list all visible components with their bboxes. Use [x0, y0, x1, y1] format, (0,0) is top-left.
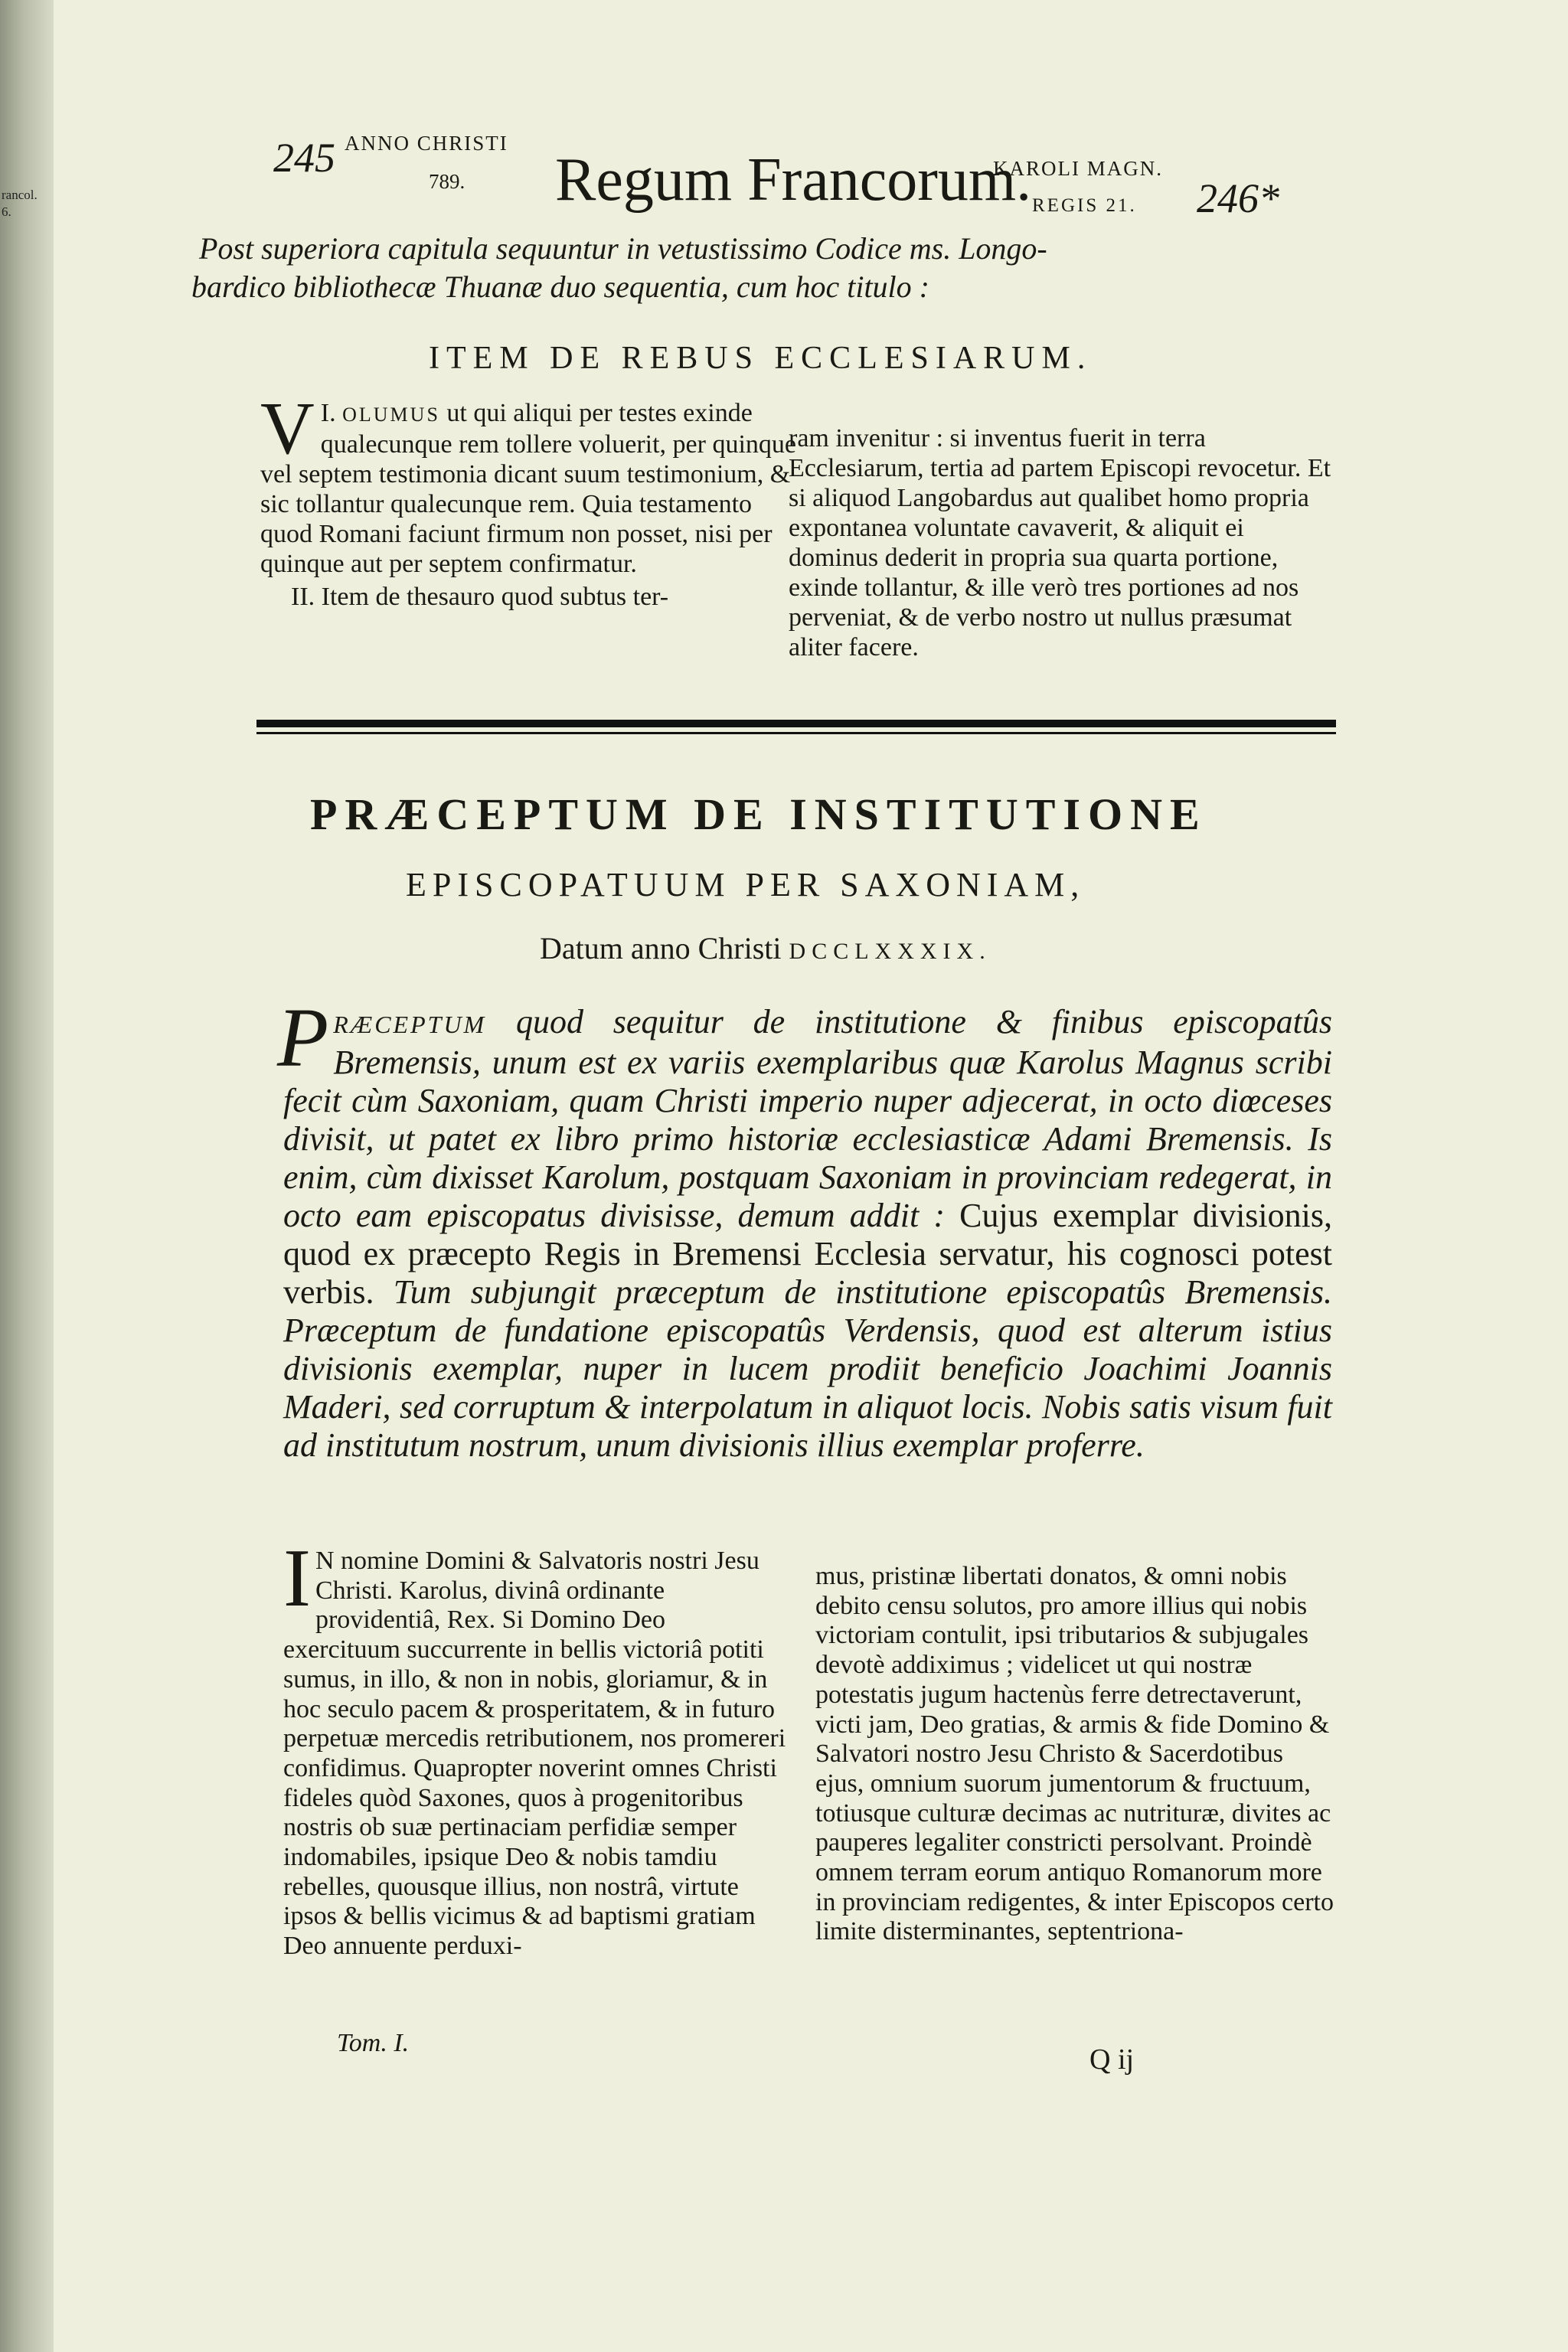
- preface-roman-quote: Cujus exemplar divisionis, quod ex præcepto Regis in Bremensi Ecclesia servatur, his cognosci potest verbis.: [283, 1197, 1332, 1311]
- capitula-column-right: [789, 423, 1332, 662]
- capitulum-1-text: ut qui aliqui per testes exinde qualecunque rem tollere voluerit, per quinque vel septem testimonia dicant suum testimonium, & sic tollantur qualecunque rem. Quia testamento quod Romani faciunt firmum non posset, nisi per quinque aut per septem confirmatur.: [260, 399, 796, 578]
- praeceptum-date: [540, 930, 991, 966]
- signature-mark: Q ij: [1089, 2043, 1135, 2076]
- drop-cap-v: V: [260, 387, 315, 470]
- gutter-margin-note: rancol. 6.: [2, 188, 38, 219]
- running-title: Regum Francorum.: [555, 146, 1032, 214]
- intro-line-2: bardico bibliothecæ Thuanæ duo sequentia, cum hoc titulo :: [191, 270, 929, 304]
- date-text: Datum anno Christi: [540, 931, 782, 965]
- preface-italic-1: quod sequitur de institutione & finibus episcopatûs Bremensis, unum est ex variis exemplaribus quæ Karolus Magnus scribi fecit cùm Saxoniam, quam Christi imperio nuper adjecerat, in octo diœceses divisit, ut patet ex libro primo historiæ ecclesiasticæ Adami Bremensis. Is enim, cùm dixisset Karolum, postquam Saxoniam in provinciam redegerat, in octo eam episcopatus divisisse, demum addit :: [283, 1003, 1332, 1234]
- charter-column-left: [283, 1533, 789, 1962]
- capitulum-2-cont: ram invenitur : si inventus fuerit in terra Ecclesiarum, tertia ad partem Episcopi revocetur. Et si aliquod Langobardus aut qualibet homo propria expontanea voluntate cavaverit, & aliquit ei dominus dederit in propria sua quarta portione, exinde tollantur, & ille verò tres portiones ad nos perveniat, & de verbo nostro ut nullus præsumat aliter facere.: [789, 424, 1331, 662]
- capitulum-smallcaps: OLUMUS: [342, 403, 440, 426]
- intro-note: [191, 230, 1332, 306]
- date-numeral: DCCLXXXIX.: [789, 939, 991, 964]
- page-number-right: 246*: [1197, 175, 1279, 221]
- book-gutter: [0, 0, 54, 2352]
- volume-mark: Tom. I.: [337, 2029, 410, 2057]
- preface-smallcaps: RÆCEPTUM: [333, 1011, 487, 1038]
- capitulum-1: [260, 387, 796, 579]
- regis-label: REGIS 21.: [1032, 195, 1137, 216]
- praeceptum-subtitle: EPISCOPATUUM PER SAXONIAM,: [406, 866, 1086, 903]
- drop-cap-i: I: [283, 1533, 311, 1624]
- charter-text-left: [283, 1533, 789, 1962]
- charter-text-right: mus, pristinæ libertati donatos, & omni nobis debito censu solutos, pro amore illius qui nobis victoriam contulit, ipsi tributarios & subjugales devotè addiximus ; videlicet ut qui nostræ potestatis jugum hactenùs ferre detrectaverunt, victi jam, Deo gratias, & armis & fide Domino & Salvatori nostro Jesu Christo & Sacerdotibus ejus, omnium suorum jumentorum & fructuum, totiusque culturæ decimas ac nutrituræ, divites ac pauperes legaliter constricti persolvant. Proindè omnem terram eorum antiquo Romanorum more in provinciam redigentes, & inter Episcopos certo limite disterminantes, septentriona-: [815, 1562, 1334, 1946]
- anno-year: 789.: [429, 170, 466, 193]
- editor-preface: [277, 991, 1332, 1465]
- section-heading-item: ITEM DE REBUS ECCLESIARUM.: [429, 341, 1093, 376]
- book-page: [54, 0, 1568, 2352]
- divider-thick: [256, 720, 1336, 727]
- page-number-left: 245: [273, 135, 335, 181]
- drop-cap-p: P: [277, 991, 329, 1084]
- capitula-column-left: [260, 387, 796, 612]
- divider-thin: [256, 732, 1336, 734]
- charter-column-right: [815, 1562, 1336, 1947]
- karoli-label: KAROLI MAGN.: [993, 157, 1163, 180]
- capitulum-number: I.: [320, 399, 336, 427]
- capitulum-2: II. Item de thesauro quod subtus ter-: [291, 583, 669, 611]
- intro-line-1: Post superiora capitula sequuntur in vetustissimo Codice ms. Longo-: [199, 231, 1047, 266]
- preface-italic-2: Tum subjungit præceptum de institutione episcopatûs Bremensis. Præceptum de fundatione episcopatûs Verdensis, quod est alterum istius divisionis exemplar, nuper in lucem prodiit beneficio Joachimi Joannis Maderi, sed corruptum & interpolatum in aliquot locis. Nobis satis visum fuit ad institutum nostrum, unum divisionis illius exemplar proferre.: [283, 1273, 1332, 1464]
- praeceptum-title: PRÆCEPTUM DE INSTITUTIONE: [310, 789, 1207, 839]
- anno-christi-label: ANNO CHRISTI: [345, 132, 508, 155]
- charter-left-body: N nomine Domini & Salvatoris nostri Jesu Christi. Karolus, divinâ ordinante providentiâ, Rex. Si Domino Deo exercituum succurrente in bellis victoriâ potiti sumus, in illo, & non in nobis, gloriamur, & in hoc seculo pacem & prosperitatem, & in futuro perpetuæ mercedis retributionem, nos promereri confidimus. Quapropter noverint omnes Christi fideles quòd Saxones, quos à progenitoribus nostris ob suæ pertinaciam perfidiæ semper indomabiles, ipsique Deo & nobis tamdiu rebelles, quousque illius, non nostrâ, virtute ipsos & bellis vicimus & ad baptismi gratiam Deo annuente perduxi-: [283, 1547, 786, 1961]
